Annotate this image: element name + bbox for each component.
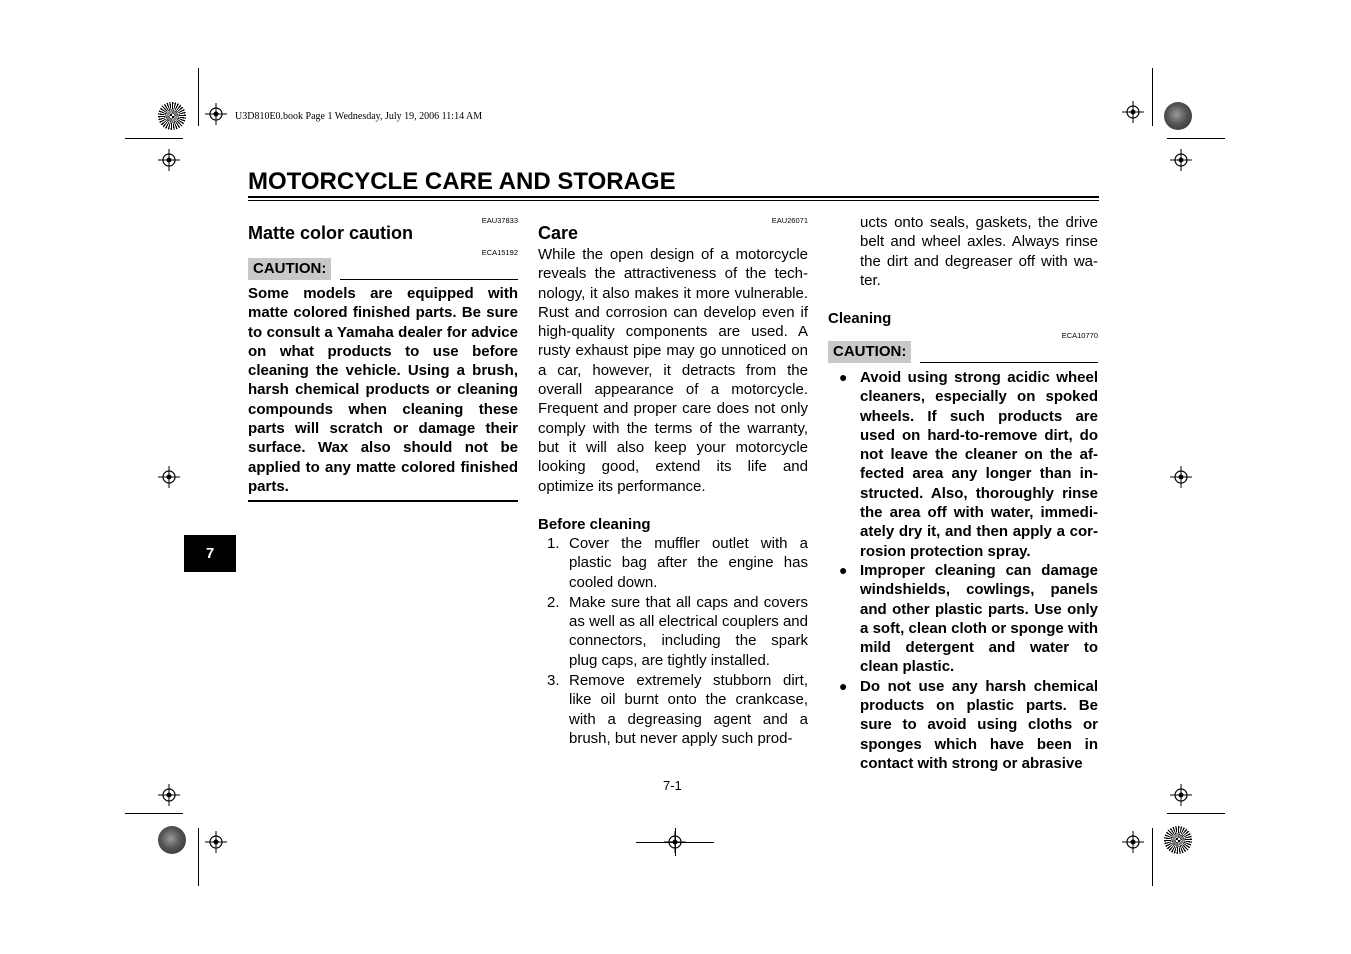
bullet-text: Do not use any harsh chemical products on plastic parts. Be sure to avoid using cloths or sponges which have been in contact with strong or abrasive	[860, 677, 1098, 772]
density-dot-icon	[1164, 102, 1192, 130]
step-text: Cover the muffler outlet with a plastic bag after the engine has cooled down.	[569, 535, 808, 591]
continued-text: ucts onto seals, gaskets, the drive belt and wheel axles. Always rinse the dirt and degreaser off with water.	[860, 214, 1098, 289]
step-number: 3.	[547, 672, 560, 690]
section-code: EAU26071	[771, 216, 808, 225]
list-item	[828, 368, 1098, 561]
bullet-icon: ●	[839, 369, 848, 385]
registration-mark-icon	[1122, 831, 1144, 853]
section-code: EAU37833	[481, 216, 518, 225]
matte-caution-text: Some models are equipped with matte colored finished parts. Be sure to consult a Yamaha dealer for advice on what products to use before cleaning the vehicle. Using a brush, harsh chemical products or cleaning compounds when cleaning these parts will scratch or damage their surface. Wax also should not be applied to any matte colored finished parts.	[248, 285, 518, 495]
page-title: MOTORCYCLE CARE AND STORAGE	[248, 168, 676, 195]
caution-label: CAUTION:	[248, 258, 331, 280]
bullet-icon: ●	[839, 561, 848, 578]
step-text: Make sure that all caps and covers as well as all electrical couplers and connectors, including the spark plug caps, are tightly installed.	[569, 593, 808, 669]
caution-code: ECA15192	[481, 248, 518, 257]
bullet-icon: ●	[839, 677, 848, 694]
step-number: 2.	[547, 593, 560, 611]
caution-label: CAUTION:	[828, 341, 911, 363]
registration-mark-icon	[158, 466, 180, 488]
step-number: 1.	[547, 535, 560, 552]
spoke-target-icon	[158, 102, 186, 130]
registration-mark-icon	[1170, 784, 1192, 806]
registration-mark-icon	[1122, 101, 1144, 123]
section-heading-care: Care	[538, 223, 579, 243]
chapter-tab: 7	[184, 535, 236, 572]
bullet-text: Improper cleaning can damage windshields, cowlings, panels and other plastic parts. Use only a soft, clean cloth or sponge with mild detergent and water to clean plastic.	[860, 561, 1098, 676]
caution-rule	[920, 362, 1098, 363]
density-dot-icon	[158, 826, 186, 854]
cleaning-heading: Cleaning	[828, 310, 892, 327]
list-item	[538, 534, 808, 592]
registration-mark-icon	[158, 784, 180, 806]
cleaning-caution-list	[828, 368, 1098, 773]
bullet-text: Avoid using strong acidic wheel cleaners, especially on spoked wheels. If such products are used on hard-to-remove dirt, do not leave the cleaner on the affected area any longer than instructed. Also, thoroughly rinse the area off with water, immediately dry it, and then apply a corrosion protection spray.	[860, 369, 1098, 560]
registration-mark-icon	[158, 149, 180, 171]
registration-mark-icon	[1170, 149, 1192, 171]
caution-rule	[340, 279, 518, 280]
registration-mark-icon	[205, 103, 227, 125]
registration-mark-icon	[1170, 466, 1192, 488]
before-cleaning-heading: Before cleaning	[538, 516, 651, 533]
caution-end-rule	[248, 500, 518, 502]
list-item	[538, 593, 808, 670]
list-item	[828, 677, 1098, 773]
list-item	[538, 671, 808, 748]
registration-mark-icon	[205, 831, 227, 853]
title-rule	[248, 200, 1099, 201]
spoke-target-icon	[1164, 826, 1192, 854]
section-heading-matte: Matte color caution	[248, 223, 414, 243]
care-intro-text: While the open design of a motorcycle reveals the attractiveness of the technology, it also makes it more vulnerable. Rust and corrosion can develop even if high-quality components are used. A rusty exhaust pipe may go unnoticed on a car, however, it detracts from the overall appearance of a motorcycle. Frequent and proper care does not only comply with the terms of the warranty, but it will also keep your motorcycle looking good, extend its life and optimize its performance.	[538, 246, 808, 495]
before-cleaning-steps	[538, 534, 808, 749]
page-number: 7-1	[663, 778, 682, 793]
title-rule	[248, 196, 1099, 198]
file-header: U3D810E0.book Page 1 Wednesday, July 19, 2006 11:14 AM	[235, 111, 483, 122]
caution-code: ECA10770	[1061, 331, 1098, 340]
step-text: Remove extremely stubborn dirt, like oil burnt onto the crankcase, with a degreasing agent and a brush, but never apply such prod-	[569, 672, 808, 747]
crop-mark	[675, 828, 676, 856]
list-item	[828, 561, 1098, 677]
